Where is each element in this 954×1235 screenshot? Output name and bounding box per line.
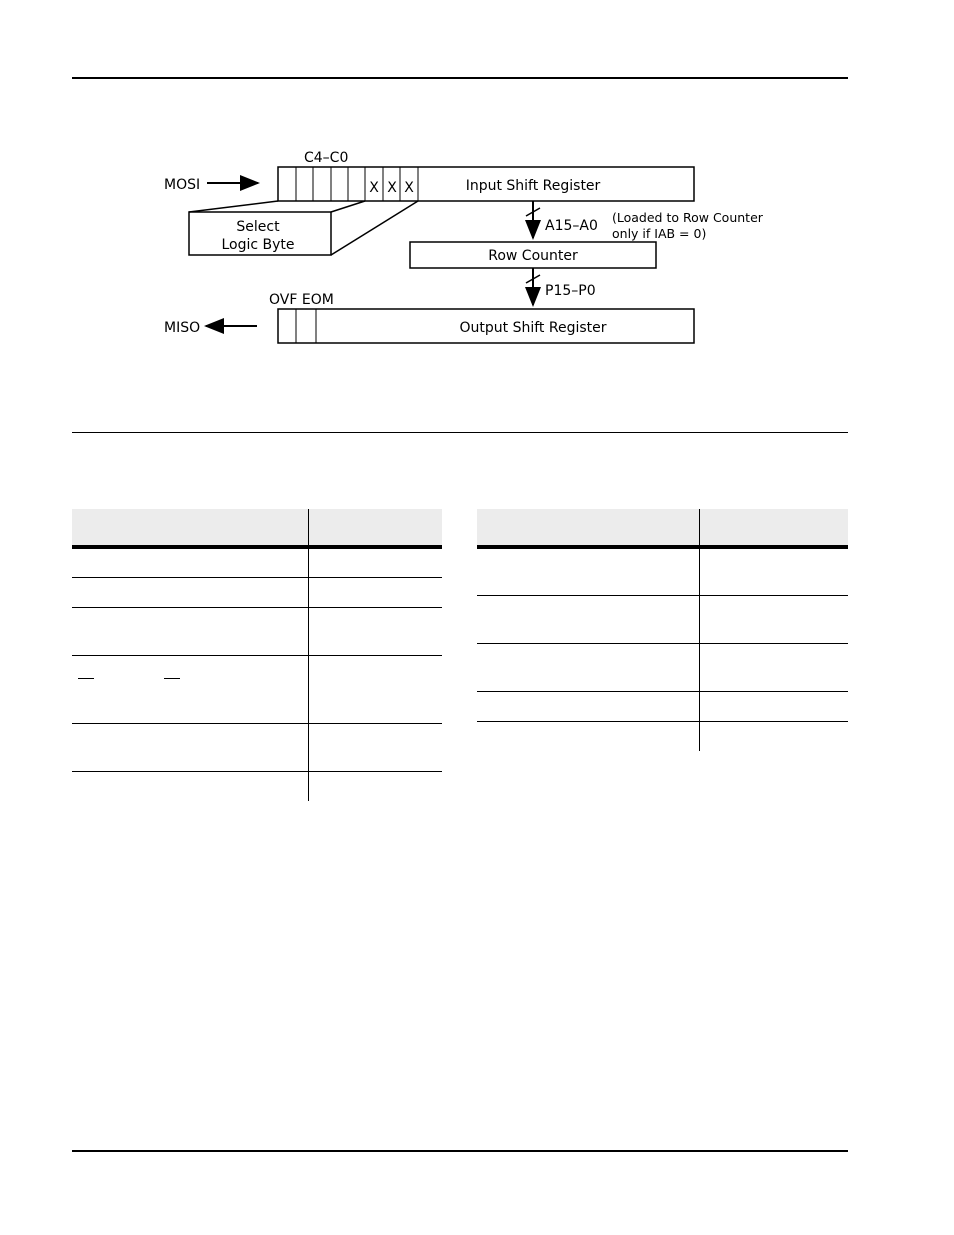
- overbar-mark: [78, 678, 94, 679]
- select-logic-byte-label-1: Select: [236, 219, 280, 235]
- table-row: [477, 595, 848, 643]
- bit-x-2: X: [387, 180, 397, 196]
- bottom-rule: [72, 1150, 848, 1152]
- table-row: [72, 723, 442, 771]
- left-table-header-col2: [308, 509, 442, 547]
- table-row: [477, 691, 848, 721]
- left-table: [72, 509, 442, 801]
- row-counter-label: Row Counter: [488, 248, 578, 264]
- right-table-header: [477, 509, 848, 547]
- right-table-header-col1: [477, 509, 699, 547]
- loaded-note-line-2: only if IAB = 0): [612, 226, 707, 241]
- table-row: [72, 577, 442, 607]
- c4-c0-label: C4–C0: [304, 150, 349, 166]
- table-row: [72, 771, 442, 801]
- table-row: [72, 655, 442, 723]
- table-row: [477, 721, 848, 751]
- mosi-label: MOSI: [164, 177, 201, 193]
- miso-label: MISO: [164, 320, 201, 336]
- input-shift-register-label: Input Shift Register: [465, 178, 601, 194]
- bit-x-3: X: [404, 180, 414, 196]
- loaded-note-line-1: (Loaded to Row Counter: [612, 210, 763, 225]
- section-divider: [72, 432, 848, 433]
- left-table-header: [72, 509, 442, 547]
- right-table-header-col2: [699, 509, 848, 547]
- select-logic-byte-label-2: Logic Byte: [221, 237, 295, 253]
- right-table: [477, 509, 848, 751]
- table-row: [477, 643, 848, 691]
- output-shift-register-label: Output Shift Register: [459, 320, 607, 336]
- overbar-mark: [164, 678, 180, 679]
- left-table-header-col1: [72, 509, 308, 547]
- shift-register-diagram: [0, 0, 954, 420]
- table-row: [72, 547, 442, 577]
- a15-a0-label: A15–A0: [545, 218, 598, 234]
- ovf-eom-label: OVF EOM: [269, 292, 334, 308]
- bit-x-1: X: [369, 180, 379, 196]
- table-row: [477, 547, 848, 595]
- p15-p0-label: P15–P0: [545, 283, 596, 299]
- table-row: [72, 607, 442, 655]
